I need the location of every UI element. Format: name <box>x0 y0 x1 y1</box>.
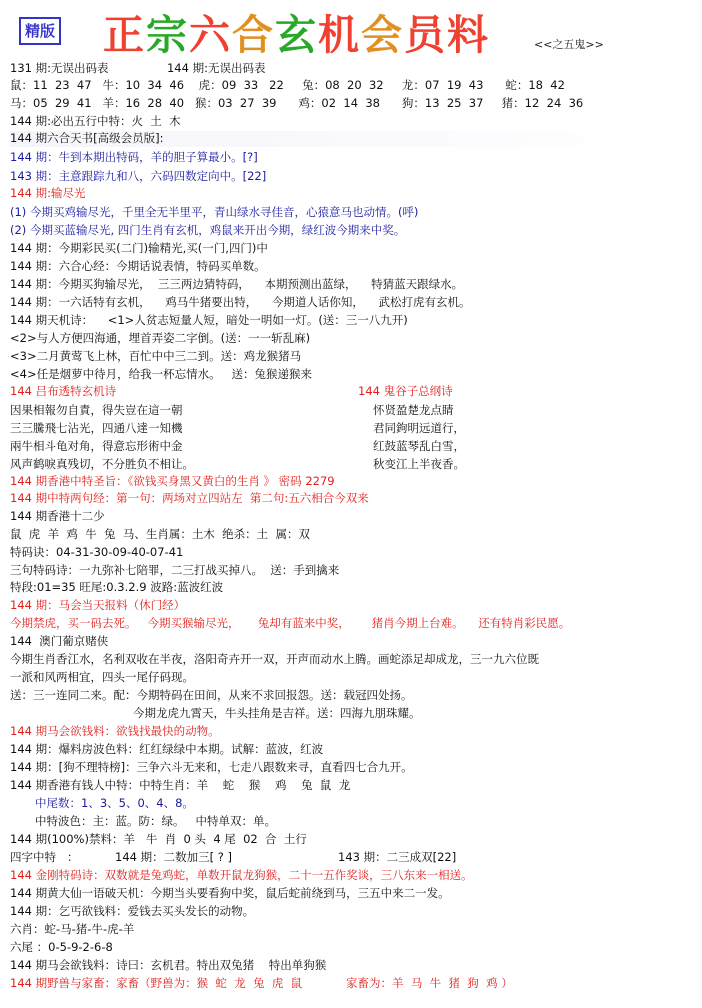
title-char: 料 <box>447 11 490 59</box>
text-line: 特码诀：04-31-30-09-40-07-41 <box>10 545 184 559</box>
text-line: 144 期：今期买狗输尽光， 三三两边猜特码， 本期预测出蓝绿， 特猜蓝天跟绿水。 <box>10 277 464 291</box>
section-heading: 144 期：马会当天报料（休门经） <box>10 598 186 612</box>
header <box>0 0 702 60</box>
text-line: 144 期香港中特圣旨：《欲钱买身黑又黄白的生肖 》 密码 2279 <box>10 474 335 488</box>
text-line: <4>任是烟萝中待月，给我一杯忘情水。 送：兔猴递猴来 <box>10 367 313 381</box>
section-heading: 144 鬼谷子总纲诗 <box>358 384 453 398</box>
title-char: 会 <box>361 11 404 59</box>
edition-badge: 精版 <box>19 17 61 45</box>
title-char: 合 <box>232 11 275 59</box>
text-line: 六肖：蛇-马-猪-牛-虎-羊 <box>10 922 135 936</box>
text-line: 131 期:无误出码表 144 期:无误出码表 <box>10 61 266 75</box>
text-line: 中尾数：1、3、5、0、4、8。 <box>35 796 194 810</box>
text-line: 中特波色：主：蓝。防：绿。 中特单双：单。 <box>35 814 276 828</box>
title-char: 玄 <box>275 11 318 59</box>
text-line: <3>二月黄莺飞上林，百忙中中三二到。送：鸡龙猴猪马 <box>10 349 302 363</box>
text-line: 144 期黄大仙一语破天机：今期当头要看狗中奖，鼠后蛇前绕到马，三五中来二一发。 <box>10 886 450 900</box>
poem-line: 怀贤盈楚龙点睛 <box>373 403 454 417</box>
text-line: 144 期香港十二少 <box>10 509 105 523</box>
poem-line: 三三騰飛七沾光，四通八達一知機 <box>10 421 183 435</box>
text-line: (1) 今期买鸡输尽光，千里全无半里平，青山绿水寻佳音，心猿意马也动情。(呼) <box>10 205 419 219</box>
text-line: 马：05 29 41 羊：16 28 40 猴：03 27 39 鸡：02 14 38 狗：13 25 37 猪：12 24 36 <box>10 96 584 110</box>
text-line: 144 期：爆料房波色料：红红绿绿中本期。试解：蓝波，红波 <box>10 742 324 756</box>
poem-line: 君同鉤明远道行， <box>373 421 465 435</box>
text-line: 144 期:必出五行中特：火 土 木 <box>10 114 181 128</box>
text-line: 今期禁虎，买一码去死。 今期买猴输尽光， 兔却有蓝来中奖， 猪肖今期上台难。 还有特肖彩民愿。 <box>10 616 571 630</box>
text-line: 特段:01=35 旺尾:0.3.2.9 波路:蓝波红波 <box>10 580 224 594</box>
text-line: 144 期：今期彩民买(二门)输精光,买(一门,四门)中 <box>10 241 268 255</box>
text-line: 144 期马会欲钱料：欲钱找最快的动物。 <box>10 724 220 738</box>
title-char: 六 <box>189 11 232 59</box>
text-line: 144 期天机诗： <1>人贫志短量人短，暗处一明如一灯。(送：三一八九开) <box>10 313 408 327</box>
poem-line: 红鼓蓝琴乱白雪， <box>373 439 465 453</box>
text-line: 今期龙虎九霄天，牛头挂角是吉祥。送：四海九朋珠耀。 <box>133 706 421 720</box>
text-line: 144 期六合天书[高级会员版]: <box>10 131 670 147</box>
title-char: 机 <box>318 11 361 59</box>
text-line: 143 期：主意跟踪九和八，六码四数定向中。[22] <box>10 169 267 183</box>
text-line: 一派和风两相宜，四头一尾仔码现。 <box>10 670 194 684</box>
text-line: 送：三一连同二来。配：今期特码在田间，从来不求回报怨。送：载冠四处扬。 <box>10 688 413 702</box>
text-line: 144 金刚特码诗：双数就是兔鸡蛇，单数开鼠龙狗猴，二十一五作奖谈，三八东来一相送。 <box>10 868 473 882</box>
poem-line: 兩牛相斗龟对角，得意忘形術中金 <box>10 439 183 453</box>
text-line: 144 澳门葡京赌侠 <box>10 634 109 648</box>
text-line: 144 期：牛到本期出特码，羊的胆子算最小。[?] <box>10 150 258 164</box>
text-line: 144 期马会欲钱料：诗曰：玄机君。特出双兔猪 特出单狗猴 <box>10 958 327 972</box>
text-line: 144 期：乞丐欲钱料：爱钱去买头发长的动物。 <box>10 904 255 918</box>
text-line: 144 期(100%)禁料：羊 牛 肖 0 头 4 尾 02 合 土行 <box>10 832 307 846</box>
section-heading: 144 期:输尽光 <box>10 186 86 200</box>
text-line: 144 期香港有钱人中特：中特生肖：羊 蛇 猴 鸡 兔 鼠 龙 <box>10 778 351 792</box>
text-line: 144 期：六合心经：今期话说表情，特码买单数。 <box>10 259 266 273</box>
text-line: 三句特码诗：一九弥补七陪罪，二三打战买掉八。 送：手到擒来 <box>10 563 340 577</box>
poem-line: 秋变江上半夜香。 <box>373 457 465 471</box>
section-heading: 144 吕布透特玄机诗 <box>10 384 117 398</box>
text-line: 四字中特 ： 144 期：二数加三[ ? ] 143 期：二三成双[22] <box>10 850 457 864</box>
text-line: 144 期中特两句经：第一句：两场对立四站左 第二句:五六相合今双来 <box>10 491 369 505</box>
text-line: <2>与人方便四海通，埋首弄姿二字倒。(送：一一斩乱麻) <box>10 331 311 345</box>
poem-line: 因果相報勿自責，得失豈在這一朝 <box>10 403 183 417</box>
title-char: 员 <box>404 11 447 59</box>
poem-line: 风声鹤唳真残切，不分胜负不相让。 <box>10 457 194 471</box>
text-line: 今期生肖香江水，名利双收在半夜，洛阳奇卉开一双，开声而动水上腾。画蛇添足却成龙，三一九六位既 <box>10 652 539 666</box>
text-line: 144 期野兽与家畜：家畜（野兽为：猴 蛇 龙 兔 虎 鼠 家畜为：羊 马 牛 猪 狗 鸡 ） <box>10 976 513 990</box>
text-line: 鼠 虎 羊 鸡 牛 兔 马、生肖属：土木 绝杀：土 属：双 <box>10 527 310 541</box>
page-subtitle: <<之五鬼>> <box>534 38 604 51</box>
text-line: 144 期：一六话特有玄机， 鸡马牛猪要出特， 今期道人话你知， 武松打虎有玄机。 <box>10 295 471 309</box>
title-char: 正 <box>103 11 146 59</box>
text-line: 144 期：[狗不理特榜]：三争六斗无来和，七走八跟数来寻，直看四七合九开。 <box>10 760 413 774</box>
page-title <box>103 2 490 61</box>
text-line: 鼠：11 23 47 牛：10 34 46 虎：09 33 22 兔：08 20 32 龙：07 19 43 蛇：18 42 <box>10 78 565 92</box>
text-line: (2) 今期买蓝输尽光, 四门生肖有玄机，鸡鼠来开出今期，绿红波今期来中奖。 <box>10 223 406 237</box>
title-char: 宗 <box>146 11 189 59</box>
text-line: 六尾 ：0-5-9-2-6-8 <box>10 940 113 954</box>
